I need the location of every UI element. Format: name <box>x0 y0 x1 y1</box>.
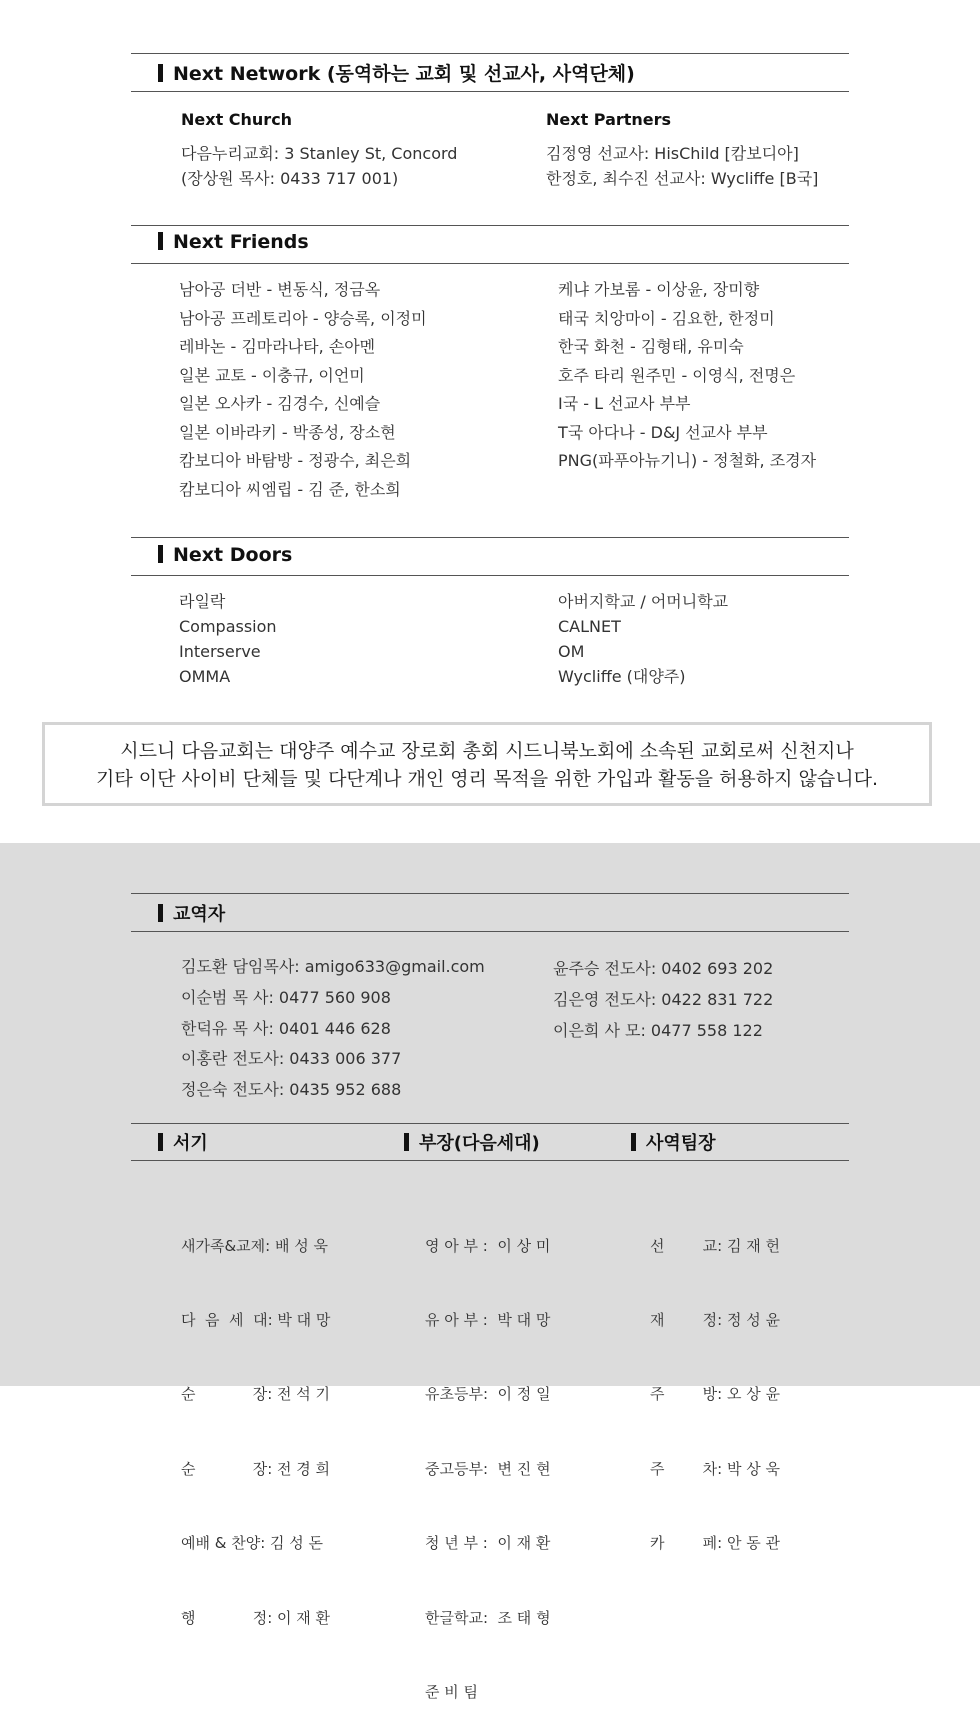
list-item: 캄보디아 바탐방 - 정광수, 최은희 <box>179 451 412 470</box>
heading-bar-icon <box>158 1133 163 1151</box>
list-item: 주 차: 박 상 욱 <box>650 1459 780 1478</box>
team-leaders-heading <box>631 1129 716 1155</box>
friends-bottom-rule <box>131 263 849 264</box>
list-item: 청 년 부 : 이 재 환 <box>425 1534 551 1553</box>
church-heading: Next Church <box>181 110 293 129</box>
list-item: 카 페: 안 동 관 <box>650 1534 780 1553</box>
list-item: Interserve <box>179 642 261 661</box>
list-item: 태국 치앙마이 - 김요한, 한정미 <box>558 308 775 328</box>
partners-list <box>546 141 818 191</box>
heading-bar-icon <box>404 1133 409 1151</box>
list-item: (장상원 목사: 0433 717 001) <box>181 169 399 188</box>
list-item: T국 아다나 - D&J 선교사 부부 <box>558 422 768 442</box>
heading-bar-icon <box>158 64 163 82</box>
network-bottom-rule <box>131 91 849 92</box>
list-item: 중고등부: 변 진 현 <box>425 1459 551 1478</box>
notice-box <box>42 722 932 806</box>
friends-title: Next Friends <box>173 231 309 253</box>
list-item: 윤주승 전도사: 0402 693 202 <box>553 959 774 978</box>
friends-heading <box>158 231 309 253</box>
partners-heading: Next Partners <box>546 110 672 129</box>
list-item: 정은숙 전도사: 0435 952 688 <box>181 1080 402 1100</box>
list-item: PNG(파푸아뉴기니) - 정철화, 조경자 <box>558 451 817 470</box>
team-leaders-title: 사역팀장 <box>646 1133 716 1154</box>
doors-title: Next Doors <box>173 544 293 566</box>
list-item: 순 장: 전 석 기 <box>181 1385 331 1404</box>
directors-list <box>425 1184 551 1730</box>
list-item: 한덕유 목 사: 0401 446 628 <box>181 1018 391 1038</box>
list-item: 유 아 부 : 박 대 망 <box>425 1310 551 1329</box>
doors-right-list <box>558 589 728 689</box>
list-item: 다음누리교회: 3 Stanley St, Concord <box>181 144 458 163</box>
list-item: 캄보디아 씨엠립 - 김 준, 한소희 <box>179 479 401 499</box>
list-item: 김도환 담임목사: amigo633@gmail.com <box>181 957 485 976</box>
doors-left-list <box>179 589 277 689</box>
list-item: 이홍란 전도사: 0433 006 377 <box>181 1049 402 1069</box>
ministers-title: 교역자 <box>173 904 226 925</box>
network-heading <box>158 59 635 86</box>
clerks-list <box>181 1184 330 1655</box>
ministers-heading <box>158 900 225 926</box>
heading-bar-icon <box>158 545 163 563</box>
staff-bottom-rule <box>131 1160 849 1161</box>
list-item: 호주 타리 원주민 - 이영식, 전명은 <box>558 365 796 385</box>
staff-top-rule <box>131 1123 849 1124</box>
network-top-rule <box>131 53 849 54</box>
list-item: OMMA <box>179 667 231 686</box>
doors-top-rule <box>131 537 849 538</box>
notice-line: 기타 이단 사이비 단체들 및 다단계나 개인 영리 목적을 위한 가입과 활동을 허용하지 않습니다. <box>95 768 878 790</box>
list-item: 케냐 가보롬 - 이상윤, 장미향 <box>558 280 760 299</box>
clerks-heading <box>158 1129 208 1155</box>
list-item: 준 비 팀 <box>425 1682 479 1701</box>
list-item: 일본 이바라키 - 박종성, 장소현 <box>179 422 396 442</box>
list-item: OM <box>558 642 585 661</box>
list-item: I국 - L 선교사 부부 <box>558 394 691 413</box>
clerks-title: 서기 <box>173 1133 208 1154</box>
friends-top-rule <box>131 225 849 226</box>
list-item: 이순범 목 사: 0477 560 908 <box>181 987 391 1007</box>
ministers-left-list <box>181 952 485 1106</box>
list-item: 레바논 - 김마라나타, 손아멘 <box>179 337 376 356</box>
list-item: 선 교: 김 재 헌 <box>650 1236 780 1255</box>
directors-heading <box>404 1129 540 1155</box>
list-item: 행 정: 이 재 환 <box>181 1608 331 1627</box>
ministers-top-rule <box>131 893 849 894</box>
list-item: 이은희 사 모: 0477 558 122 <box>553 1020 763 1040</box>
list-item: 남아공 프레토리아 - 양승록, 이정미 <box>179 308 427 328</box>
list-item: 남아공 더반 - 변동식, 정금옥 <box>179 280 381 299</box>
list-item: CALNET <box>558 617 621 636</box>
list-item: 다 음 세 대: 박 대 망 <box>181 1310 331 1329</box>
doors-bottom-rule <box>131 575 849 576</box>
list-item: 주 방: 오 상 윤 <box>650 1385 780 1404</box>
list-item: 한정호, 최수진 선교사: Wycliffe [B국] <box>546 169 819 188</box>
doors-heading <box>158 544 292 566</box>
friends-right-list <box>558 276 816 476</box>
list-item: 김정영 선교사: HisChild [캄보디아] <box>546 144 799 163</box>
list-item: 새가족&교제: 배 성 욱 <box>181 1236 328 1255</box>
list-item: 유초등부: 이 정 일 <box>425 1385 551 1404</box>
heading-bar-icon <box>158 904 163 922</box>
network-title: Next Network (동역하는 교회 및 선교사, 사역단체) <box>173 63 635 85</box>
ministers-right-list <box>553 954 773 1046</box>
team-leaders-list <box>650 1184 780 1581</box>
heading-bar-icon <box>158 232 163 250</box>
list-item: 영 아 부 : 이 상 미 <box>425 1236 551 1255</box>
list-item: 한글학교: 조 태 형 <box>425 1608 551 1627</box>
list-item: Compassion <box>179 617 277 636</box>
list-item: 순 장: 전 경 희 <box>181 1459 331 1478</box>
heading-bar-icon <box>631 1133 636 1151</box>
notice-line: 시드니 다음교회는 대양주 예수교 장로회 총회 시드니북노회에 소속된 교회로써 신천지나 <box>120 740 854 762</box>
list-item: 라일락 <box>179 592 226 611</box>
church-list <box>181 141 457 191</box>
list-item: Wycliffe (대양주) <box>558 667 686 686</box>
list-item: 재 정: 정 성 윤 <box>650 1310 780 1329</box>
ministers-bottom-rule <box>131 931 849 932</box>
friends-left-list <box>179 276 427 504</box>
list-item: 김은영 전도사: 0422 831 722 <box>553 989 774 1009</box>
list-item: 한국 화천 - 김형태, 유미숙 <box>558 337 744 356</box>
list-item: 아버지학교 / 어머니학교 <box>558 592 729 611</box>
directors-title: 부장(다음세대) <box>419 1133 540 1154</box>
list-item: 일본 교토 - 이충규, 이언미 <box>179 365 365 385</box>
list-item: 예배 & 찬양: 김 성 돈 <box>181 1534 324 1553</box>
list-item: 일본 오사카 - 김경수, 신예슬 <box>179 394 381 413</box>
